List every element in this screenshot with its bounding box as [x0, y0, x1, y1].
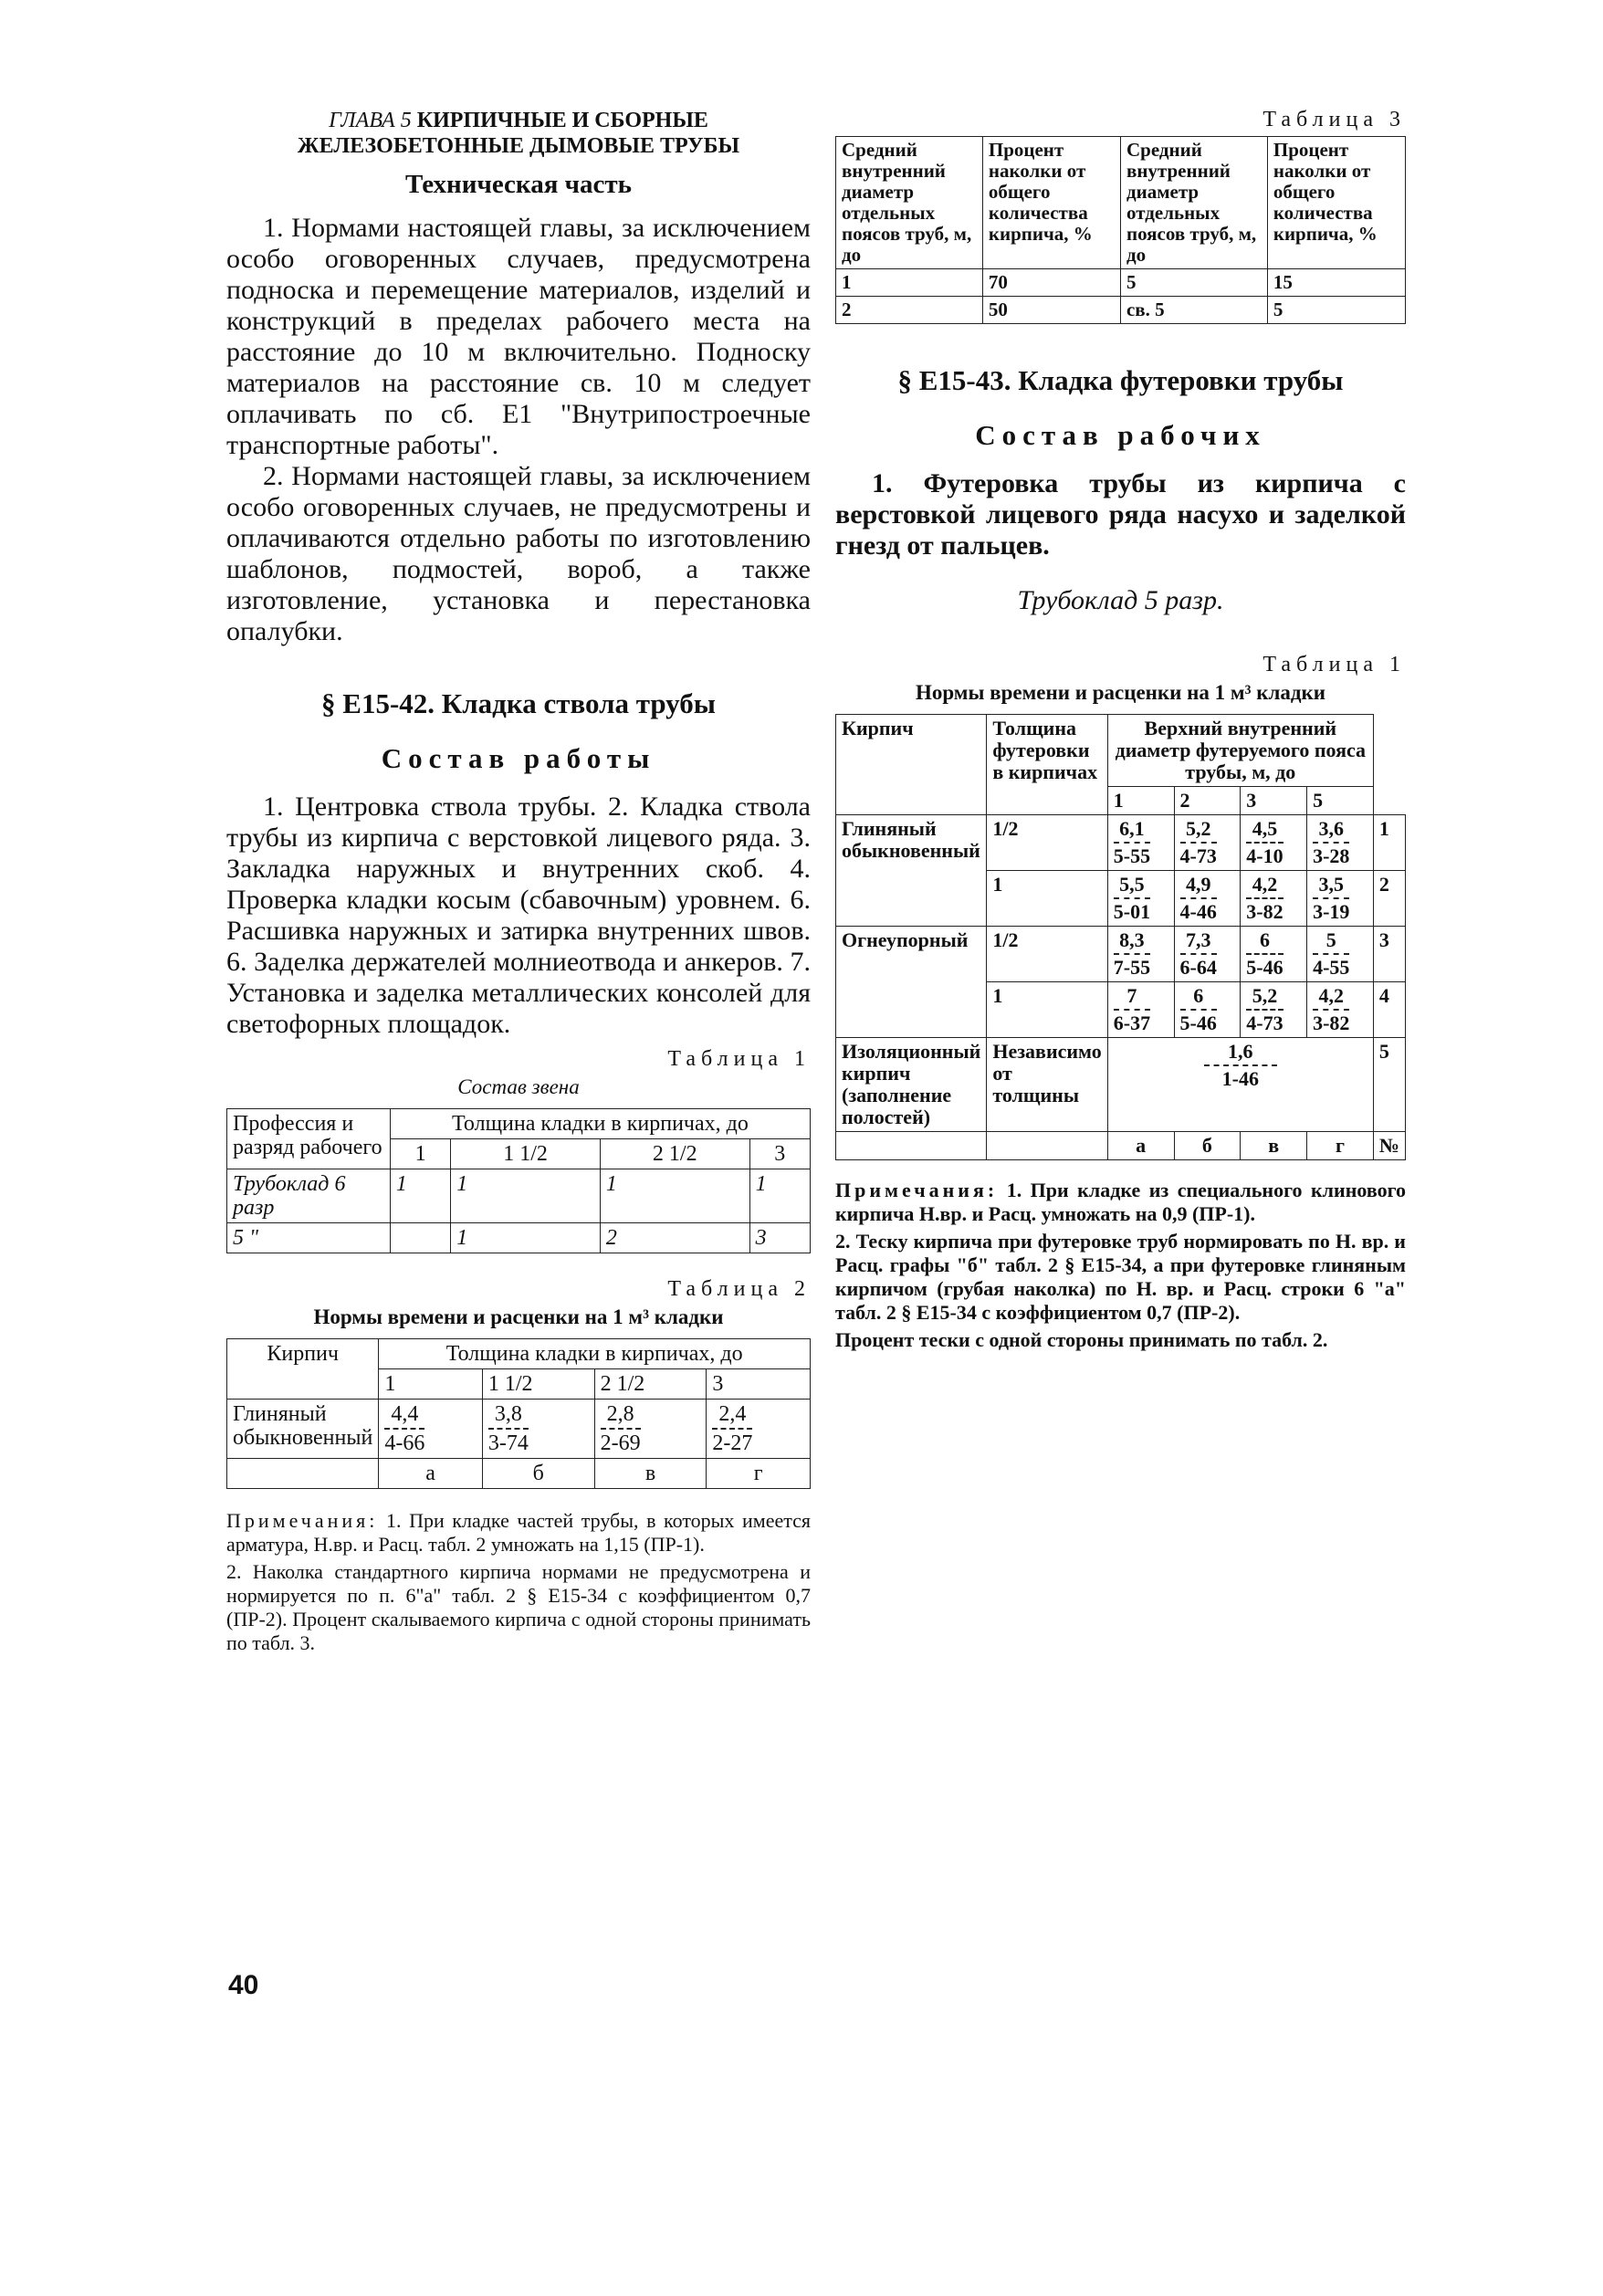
header-brick: Кирпич — [836, 715, 987, 815]
col-header: 3 — [1241, 787, 1307, 815]
table-cell: 1 — [836, 269, 983, 297]
norm-value: 6 — [1180, 985, 1217, 1011]
work-composition-text: 1. Центровка ствола трубы. 2. Кладка ствола трубы из кирпича с верстовкой лицевого ряда. 3. Закладка наружных и внутренних скоб. 4. Проверка кладки косым (сбавочным) уровнем. 6. Расшивка наружных и затирка внутренних швов. 6. Заделка держателей молниеотвода и анкеров. 7. Установка и заделка металлических консолей для светофорных площадок. — [226, 792, 811, 1039]
rate-value: 4-73 — [1179, 844, 1217, 867]
workers-heading: Состав рабочих — [975, 419, 1266, 451]
group-label-insulating: Изоляционный кирпич (заполнение полостей) — [836, 1038, 987, 1132]
table-cell: 15 — [1267, 269, 1405, 297]
table-cell: 5 — [1120, 269, 1267, 297]
table-3-number: Таблица 3 — [1262, 108, 1406, 131]
col-header: 2 1/2 — [600, 1139, 749, 1169]
notes-43 — [835, 1179, 1406, 1352]
rate-value: 6-37 — [1113, 1012, 1151, 1034]
column-letter: в — [1241, 1132, 1307, 1160]
header-thickness: Толщина кладки в кирпичах, до — [379, 1339, 811, 1369]
table-cell: 1 — [600, 1169, 749, 1223]
rate-value: 4-46 — [1179, 900, 1217, 923]
rate-value: 4-73 — [1246, 1012, 1283, 1034]
norm-rate-cell — [384, 1402, 424, 1455]
table-42-2-caption: Нормы времени и расценки на 1 м³ кладки — [313, 1305, 724, 1328]
norm-value: 1,6 — [1204, 1041, 1277, 1066]
rate-value: 3-19 — [1313, 900, 1350, 923]
rate-value: 5-46 — [1246, 956, 1283, 979]
table-cell: 5 — [1267, 297, 1405, 324]
column-letter: а — [379, 1459, 482, 1489]
row-profession: Трубоклад 6 разр — [227, 1169, 391, 1223]
norm-value: 4,4 — [384, 1402, 424, 1430]
crew-composition-table — [226, 1108, 811, 1253]
col-header: 3 — [707, 1369, 811, 1400]
table-42-1-caption: Состав звена — [457, 1075, 580, 1098]
table-cell: 2 — [836, 297, 983, 324]
table-42-1-number: Таблица 1 — [667, 1047, 811, 1071]
header-profession: Профессия и разряд рабочего — [227, 1109, 391, 1169]
table-43-1-caption: Нормы времени и расценки на 1 м³ кладки — [915, 681, 1326, 704]
col-header: 1 1/2 — [482, 1369, 594, 1400]
table-cell: 1 — [451, 1223, 601, 1253]
table-cell: 70 — [982, 269, 1120, 297]
norm-value: 4,2 — [1246, 874, 1283, 899]
row-profession: 5 " — [227, 1223, 391, 1253]
norm-rate-cell — [601, 1402, 641, 1455]
page-number: 40 — [228, 1970, 259, 2000]
header-percent: Процент наколки от общего количества кирпича, % — [982, 137, 1120, 269]
norm-value: 3,8 — [488, 1402, 529, 1430]
rate-value: 2-69 — [600, 1431, 641, 1455]
header-diameter: Средний внутренний диаметр отдельных поясов труб, м, до — [836, 137, 983, 269]
table-42-2-number: Таблица 2 — [667, 1277, 811, 1301]
chapter-title-line1: КИРПИЧНЫЕ И СБОРНЫЕ — [416, 109, 708, 132]
norm-value: 5 — [1313, 929, 1349, 955]
table-cell: 1 — [451, 1169, 601, 1223]
row-thickness: 1/2 — [987, 927, 1107, 982]
rate-value: 7-55 — [1113, 956, 1151, 979]
rate-value: 5-46 — [1179, 1012, 1217, 1034]
col-header: 2 — [1174, 787, 1241, 815]
row-thickness: 1 — [987, 871, 1107, 927]
worker-grade: Трубоклад 5 разр. — [1017, 585, 1224, 615]
tech-paragraph-1: 1. Нормами настоящей главы, за исключением особо оговоренных случаев, предусмотрена подноска и перемещение материалов, изделий и конструкций в пределах рабочего места на расстояние до 10 м включительно. Подноску материалов на расстояние св. 10 м следует оплачивать по сб. Е1 "Внутрипостроечные транспортные работы". — [226, 213, 811, 460]
note-1: 1. При кладке из специального клинового кирпича Н.вр. и Расц. умножать на 0,9 (ПР-1). — [835, 1179, 1407, 1225]
norm-value: 8,3 — [1114, 929, 1150, 955]
col-header: 2 1/2 — [594, 1369, 707, 1400]
header-brick: Кирпич — [227, 1339, 379, 1400]
table-cell: 50 — [982, 297, 1120, 324]
chipping-percent-table — [835, 136, 1406, 324]
chapter-title — [226, 108, 811, 159]
row-thickness: 1/2 — [987, 815, 1107, 871]
rate-value: 3-82 — [1246, 900, 1283, 923]
column-letter: в — [594, 1459, 707, 1489]
row-label: Глиняный обыкновенный — [227, 1400, 379, 1459]
norms-table-42 — [226, 1338, 811, 1489]
column-letter: б — [482, 1459, 594, 1489]
chapter-label: ГЛАВА 5 — [329, 109, 412, 132]
chapter-title-line2: ЖЕЛЕЗОБЕТОННЫЕ ДЫМОВЫЕ ТРУБЫ — [297, 134, 740, 158]
col-header: 1 — [1107, 787, 1174, 815]
table-43-1-number: Таблица 1 — [1262, 653, 1406, 676]
header-thickness: Толщина кладки в кирпичах, до — [390, 1109, 810, 1139]
rate-value: 3-74 — [487, 1431, 529, 1455]
table-cell — [390, 1223, 450, 1253]
note-2: 2. Наколка стандартного кирпича нормами не предусмотрена и нормируется по п. 6"а" табл. 2 § Е15-34 с коэффициентом 0,7 (ПР-2). Процент скалываемого кирпича с одной стороны принимать по табл. 3. — [226, 1560, 811, 1654]
norm-value: 2,4 — [712, 1402, 752, 1430]
lining-norms-table — [835, 714, 1406, 1160]
norm-value: 6 — [1246, 929, 1283, 955]
notes-42 — [226, 1509, 811, 1655]
row-number: 2 — [1373, 871, 1405, 927]
section-42-title: § Е15-42. Кладка ствола трубы — [321, 687, 716, 719]
column-letter: № — [1373, 1132, 1405, 1160]
norm-rate-cell — [488, 1402, 529, 1455]
norm-value: 5,2 — [1246, 985, 1283, 1011]
norm-value: 5,5 — [1114, 874, 1150, 899]
col-header: 3 — [749, 1139, 810, 1169]
norm-value: 7 — [1114, 985, 1150, 1011]
right-column — [835, 108, 1406, 1356]
rate-value: 3-28 — [1313, 844, 1350, 867]
group-label-clay: Глиняный обыкновенный — [836, 815, 987, 927]
rate-value: 6-64 — [1179, 956, 1217, 979]
table-cell: 3 — [749, 1223, 810, 1253]
rate-value: 5-01 — [1113, 900, 1151, 923]
norm-rate-cell — [712, 1402, 752, 1455]
column-letter: б — [1174, 1132, 1241, 1160]
note-2: 2. Теску кирпича при футеровке труб нормировать по Н. вр. и Расц. графы "б" табл. 2 § Е15-34, а при футеровке глиняным кирпичом (грубая наколка) по Н. вр. и Расц. строки 6 "а" табл. 2 § Е15-34 с коэффициентом 0,7 (ПР-2). — [835, 1230, 1406, 1324]
tech-paragraph-2: 2. Нормами настоящей главы, за исключением особо оговоренных случаев, не предусмотрены и оплачиваются отдельно работы по изготовлению шаблонов, подмостей, вороб, а также изготовление, установка и перестановка опалубки. — [226, 461, 811, 646]
notes-label: Примечания: — [835, 1179, 999, 1201]
column-letter: г — [1307, 1132, 1374, 1160]
col-header: 1 — [379, 1369, 482, 1400]
col-header: 1 — [390, 1139, 450, 1169]
header-diameter: Средний внутренний диаметр отдельных поясов труб, м, до — [1120, 137, 1267, 269]
row-thickness: 1 — [987, 982, 1107, 1038]
header-lining-thickness: Толщина футеровки в кирпичах — [987, 715, 1107, 815]
row-number: 4 — [1373, 982, 1405, 1038]
row-thickness: Независимо от толщины — [987, 1038, 1107, 1132]
rate-value: 3-82 — [1313, 1012, 1350, 1034]
tech-part-heading: Техническая часть — [405, 170, 632, 199]
rate-value: 4-55 — [1313, 956, 1350, 979]
group-label-refractory: Огнеупорный — [836, 927, 987, 1038]
norm-value: 3,5 — [1313, 874, 1349, 899]
row-number: 3 — [1373, 927, 1405, 982]
norm-value: 7,3 — [1180, 929, 1217, 955]
rate-value: 1-46 — [1221, 1067, 1259, 1090]
row-number: 5 — [1373, 1038, 1405, 1132]
table-cell: 2 — [600, 1223, 749, 1253]
rate-value: 4-10 — [1246, 844, 1283, 867]
rate-value: 5-55 — [1113, 844, 1151, 867]
col-header: 5 — [1307, 787, 1374, 815]
col-header: 1 1/2 — [451, 1139, 601, 1169]
norm-value: 4,2 — [1313, 985, 1349, 1011]
column-letter: г — [707, 1459, 811, 1489]
table-cell: 1 — [390, 1169, 450, 1223]
work-composition-heading: Состав работы — [381, 742, 656, 774]
norm-value: 6,1 — [1114, 818, 1150, 844]
header-diameter: Верхний внутренний диаметр футеруемого пояса трубы, м, до — [1107, 715, 1373, 787]
left-column — [226, 108, 811, 1659]
header-percent: Процент наколки от общего количества кирпича, % — [1267, 137, 1405, 269]
section-43-title: § Е15-43. Кладка футеровки трубы — [897, 364, 1344, 396]
rate-value: 4-66 — [384, 1431, 425, 1455]
norm-value: 5,2 — [1180, 818, 1217, 844]
norm-value: 4,5 — [1246, 818, 1283, 844]
lining-work-text: 1. Футеровка трубы из кирпича с верстовкой лицевого ряда насухо и заделкой гнезд от пальцев. — [835, 468, 1406, 561]
table-cell: св. 5 — [1120, 297, 1267, 324]
norm-value: 3,6 — [1313, 818, 1349, 844]
column-letter: а — [1107, 1132, 1174, 1160]
norm-value: 2,8 — [601, 1402, 641, 1430]
rate-value: 2-27 — [712, 1431, 753, 1455]
row-number: 1 — [1373, 815, 1405, 871]
table-cell: 1 — [749, 1169, 810, 1223]
note-1: 1. При кладке частей трубы, в которых имеется арматура, Н.вр. и Расц. табл. 2 умножать на 1,15 (ПР-1). — [226, 1509, 811, 1556]
note-3: Процент тески с одной стороны принимать по табл. 2. — [835, 1328, 1328, 1351]
notes-label: Примечания: — [226, 1509, 379, 1532]
norm-value: 4,9 — [1180, 874, 1217, 899]
